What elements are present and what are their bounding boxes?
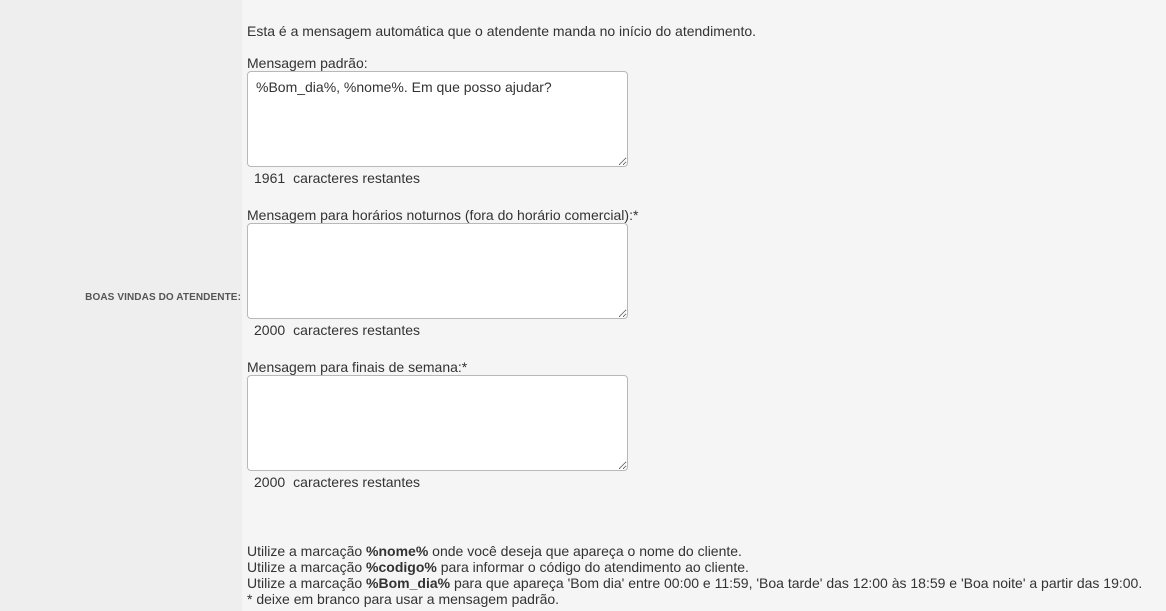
night-message-counter	[254, 322, 420, 338]
remaining-count: 2000	[254, 474, 286, 490]
help-text	[247, 543, 1142, 607]
night-message-textarea[interactable]	[247, 223, 628, 319]
remaining-label: caracteres restantes	[293, 170, 420, 186]
help-line-bom-dia: Utilize a marcação %Bom_dia% para que apareça 'Bom dia' entre 00:00 e 11:59, 'Boa tarde' das 12:00 às 18:59 e 'Boa noite' a partir das 19:00.	[247, 575, 1143, 591]
remaining-count: 2000	[254, 322, 286, 338]
remaining-count: 1961	[254, 170, 286, 186]
help-line-nome: Utilize a marcação %nome% onde você deseja que apareça o nome do cliente.	[247, 543, 742, 559]
default-message-counter	[254, 170, 420, 186]
remaining-label: caracteres restantes	[293, 474, 420, 490]
tag-nome: %nome%	[366, 543, 429, 559]
help-line-codigo: Utilize a marcação %codigo% para informar o código do atendimento ao cliente.	[247, 559, 749, 575]
night-message-label: Mensagem para horários noturnos (fora do horário comercial):*	[247, 207, 639, 223]
tag-bom-dia: %Bom_dia%	[366, 575, 451, 591]
help-line-blank-note: * deixe em branco para usar a mensagem padrão.	[247, 591, 560, 607]
weekend-message-counter	[254, 474, 420, 490]
row-label: BOAS VINDAS DO ATENDENTE:	[85, 292, 241, 303]
label-column	[0, 0, 241, 611]
remaining-label: caracteres restantes	[293, 322, 420, 338]
default-message-label: Mensagem padrão:	[247, 55, 368, 71]
intro-text: Esta é a mensagem automática que o atendente manda no início do atendimento.	[247, 23, 757, 39]
default-message-textarea[interactable]	[247, 71, 628, 167]
form-column	[242, 0, 1166, 611]
tag-codigo: %codigo%	[366, 559, 437, 575]
weekend-message-textarea[interactable]	[247, 375, 628, 471]
weekend-message-label: Mensagem para finais de semana:*	[247, 359, 468, 375]
